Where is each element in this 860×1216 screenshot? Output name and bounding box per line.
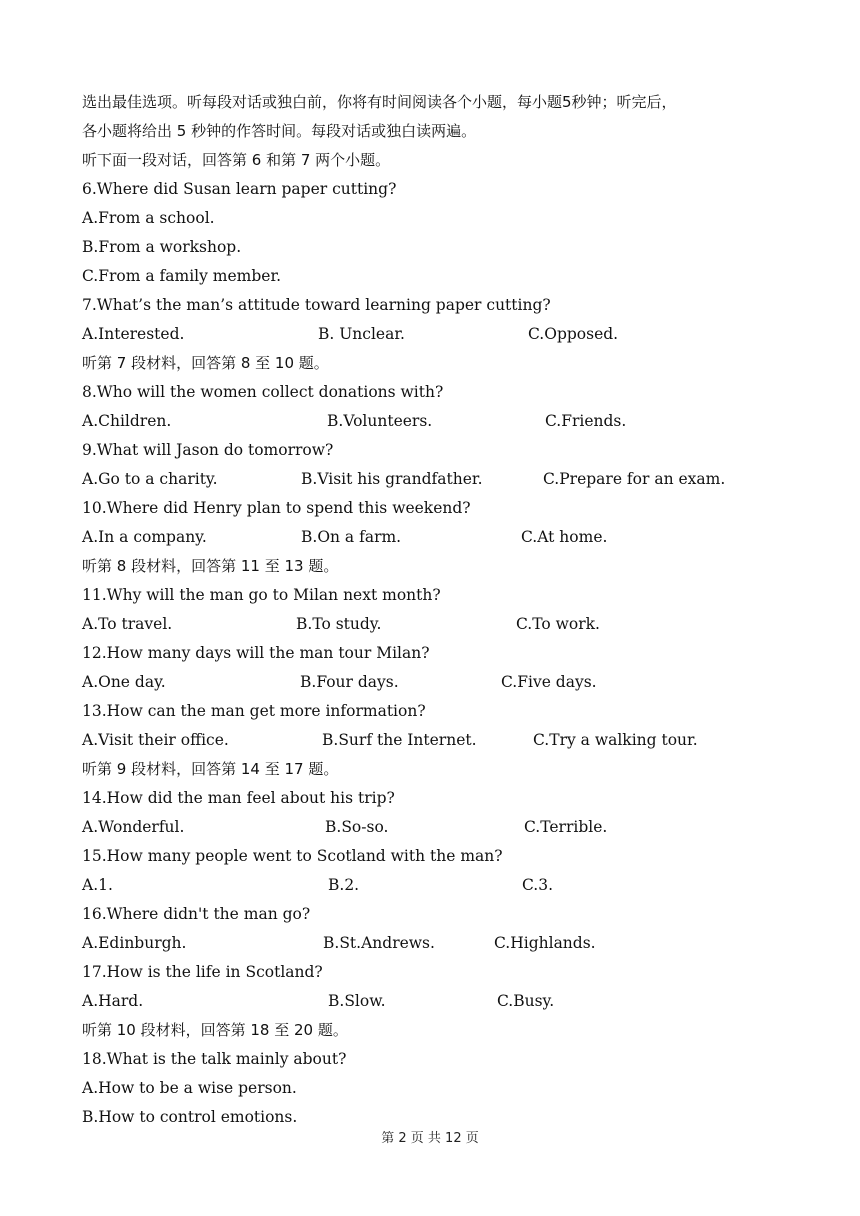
question-8-option-a: A.Children. [82,412,172,430]
question-17-stem: 17.How is the life in Scotland? [82,963,323,981]
question-14-option-c: C.Terrible. [524,818,608,836]
question-18-stem: 18.What is the talk mainly about? [82,1050,347,1068]
question-11-option-c: C.To work. [516,615,600,633]
question-9-option-b: B.Visit his grandfather. [301,470,483,488]
section-heading-9: 听第 9 段材料，回答第 14 至 17 题。 [82,760,339,778]
question-7-option-a: A.Interested. [82,325,185,343]
question-15-option-b: B.2. [328,876,360,894]
section-heading-10: 听第 10 段材料，回答第 18 至 20 题。 [82,1021,348,1039]
question-12-options [82,668,782,697]
question-10-options [82,523,782,552]
question-17-options [82,987,782,1016]
question-14-stem: 14.How did the man feel about his trip? [82,789,395,807]
question-13-option-b: B.Surf the Internet. [322,731,477,749]
question-7-option-c: C.Opposed. [528,325,619,343]
question-8-stem: 8.Who will the women collect donations with? [82,383,444,401]
question-6-option-a: A.From a school. [82,209,215,227]
question-8-option-c: C.Friends. [545,412,627,430]
question-10-stem: 10.Where did Henry plan to spend this weekend? [82,499,471,517]
question-11-stem: 11.Why will the man go to Milan next month? [82,586,441,604]
question-7-option-b: B. Unclear. [318,325,405,343]
question-17-option-a: A.Hard. [82,992,144,1010]
question-15-option-c: C.3. [522,876,554,894]
question-6-stem: 6.Where did Susan learn paper cutting? [82,180,397,198]
question-12-option-a: A.One day. [82,673,166,691]
question-10-option-a: A.In a company. [82,528,207,546]
question-9-option-c: C.Prepare for an exam. [543,470,726,488]
section-heading-8: 听第 8 段材料，回答第 11 至 13 题。 [82,557,339,575]
question-11-options [82,610,782,639]
instructions-line-2: 各小题将给出 5 秒钟的作答时间。每段对话或独白读两遍。 [82,122,477,140]
question-9-options [82,465,782,494]
question-9-stem: 9.What will Jason do tomorrow? [82,441,334,459]
question-16-option-b: B.St.Andrews. [323,934,435,952]
question-18-option-b: B.How to control emotions. [82,1108,298,1126]
question-15-stem: 15.How many people went to Scotland with the man? [82,847,503,865]
question-6-option-b: B.From a workshop. [82,238,242,256]
question-15-options [82,871,782,900]
page-footer: 第 2 页 共 12 页 [381,1131,479,1146]
question-7-stem: 7.What’s the man’s attitude toward learning paper cutting? [82,296,551,314]
question-17-option-b: B.Slow. [328,992,386,1010]
question-18-option-a: A.How to be a wise person. [82,1079,297,1097]
question-8-option-b: B.Volunteers. [327,412,433,430]
question-17-option-c: C.Busy. [497,992,555,1010]
question-12-option-b: B.Four days. [300,673,399,691]
question-11-option-a: A.To travel. [82,615,173,633]
question-16-options [82,929,782,958]
question-16-stem: 16.Where didn't the man go? [82,905,311,923]
question-10-option-b: B.On a farm. [301,528,402,546]
question-12-stem: 12.How many days will the man tour Milan? [82,644,430,662]
question-12-option-c: C.Five days. [501,673,597,691]
question-9-option-a: A.Go to a charity. [82,470,218,488]
question-13-stem: 13.How can the man get more information? [82,702,426,720]
question-16-option-a: A.Edinburgh. [82,934,187,952]
question-7-options [82,320,782,349]
page-content [82,88,782,1132]
question-13-option-a: A.Visit their office. [82,731,229,749]
section-heading-7: 听第 7 段材料，回答第 8 至 10 题。 [82,354,329,372]
question-15-option-a: A.1. [82,876,113,894]
question-10-option-c: C.At home. [521,528,608,546]
question-14-options [82,813,782,842]
question-13-option-c: C.Try a walking tour. [533,731,698,749]
question-11-option-b: B.To study. [296,615,382,633]
question-13-options [82,726,782,755]
question-14-option-a: A.Wonderful. [82,818,185,836]
question-16-option-c: C.Highlands. [494,934,596,952]
question-14-option-b: B.So-so. [325,818,389,836]
question-6-option-c: C.From a family member. [82,267,282,285]
section-heading-6: 听下面一段对话，回答第 6 和第 7 两个小题。 [82,151,391,169]
instructions-line-1: 选出最佳选项。听每段对话或独白前，你将有时间阅读各个小题，每小题5秒钟；听完后， [82,93,677,111]
question-8-options [82,407,782,436]
